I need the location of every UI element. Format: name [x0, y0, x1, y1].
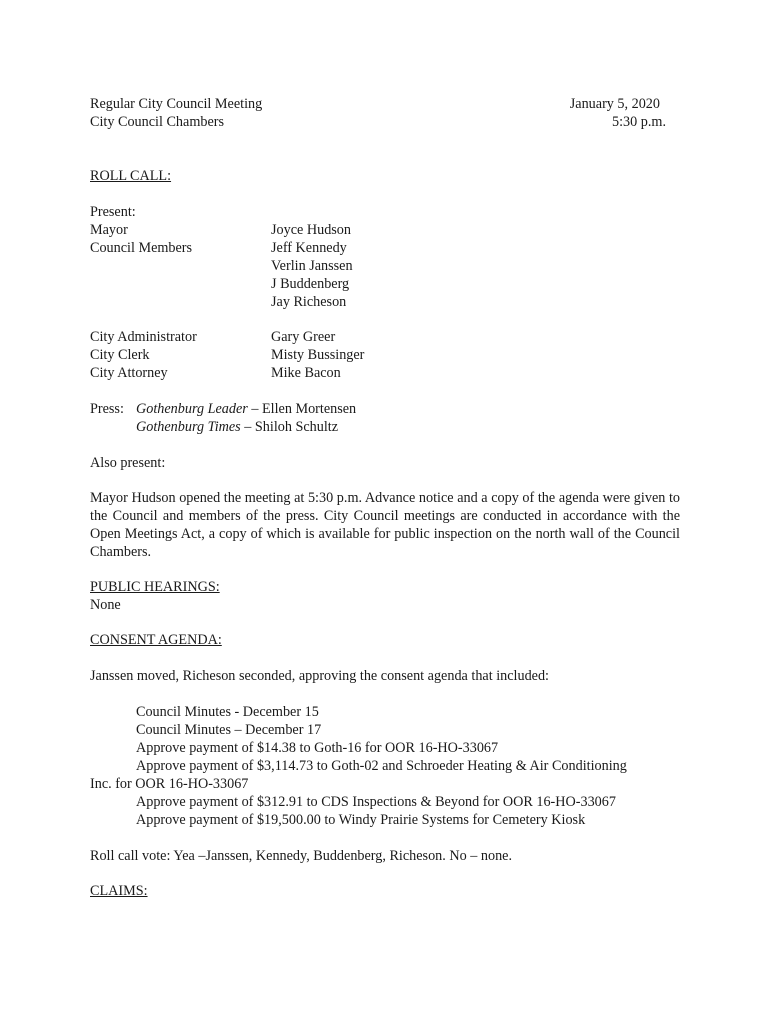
- mayor-name: Joyce Hudson: [271, 222, 351, 238]
- public-hearings-heading: PUBLIC HEARINGS:: [90, 579, 220, 595]
- roll-call-vote: Roll call vote: Yea –Janssen, Kennedy, Buddenberg, Richeson. No – none.: [90, 848, 513, 864]
- press-entry: [136, 418, 338, 436]
- staff-role: City Attorney: [90, 365, 168, 381]
- consent-item: Approve payment of $19,500.00 to Windy Prairie Systems for Cemetery Kiosk: [136, 812, 586, 828]
- press-reporter: Shiloh Schultz: [254, 419, 339, 435]
- meeting-location: City Council Chambers: [90, 114, 224, 130]
- present-label: Present:: [90, 204, 136, 220]
- press-reporter: Ellen Mortensen: [261, 401, 357, 417]
- press-separator: –: [247, 401, 262, 417]
- staff-name: Misty Bussinger: [271, 347, 365, 363]
- mayor-label: Mayor: [90, 222, 128, 238]
- consent-item-continuation: Inc. for OOR 16-HO-33067: [90, 776, 249, 792]
- claims-heading: CLAIMS:: [90, 883, 148, 899]
- press-separator: –: [240, 419, 255, 435]
- meeting-title: Regular City Council Meeting: [90, 96, 263, 112]
- public-hearings-text: None: [90, 597, 121, 613]
- consent-item: Approve payment of $3,114.73 to Goth-02 and Schroeder Heating & Air Conditioning: [136, 758, 627, 774]
- council-member: Verlin Janssen: [271, 258, 353, 274]
- consent-agenda-heading: CONSENT AGENDA:: [90, 632, 222, 648]
- press-entry: [136, 400, 356, 418]
- consent-item: Council Minutes – December 17: [136, 722, 322, 738]
- press-label: Press:: [90, 401, 124, 417]
- consent-motion: Janssen moved, Richeson seconded, approving the consent agenda that included:: [90, 668, 550, 684]
- opening-paragraph: Mayor Hudson opened the meeting at 5:30 p.m. Advance notice and a copy of the agenda were given to the Council and members of the press. City Council meetings are conducted in accordance with the Open Meetings Act, a copy of which is available for public inspection on the north wall of the Council Chambers.: [90, 490, 680, 560]
- press-outlet: Gothenburg Times: [136, 419, 241, 435]
- meeting-date: January 5, 2020: [569, 96, 660, 112]
- staff-role: City Administrator: [90, 329, 197, 345]
- press-outlet: Gothenburg Leader: [136, 401, 248, 417]
- council-members-label: Council Members: [90, 240, 193, 256]
- meeting-time: 5:30 p.m.: [612, 114, 666, 130]
- staff-name: Mike Bacon: [271, 365, 341, 381]
- council-member: J Buddenberg: [271, 276, 350, 292]
- consent-item: Approve payment of $14.38 to Goth-16 for OOR 16-HO-33067: [136, 740, 499, 756]
- council-member: Jay Richeson: [271, 294, 347, 310]
- staff-role: City Clerk: [90, 347, 150, 363]
- consent-item: Approve payment of $312.91 to CDS Inspections & Beyond for OOR 16-HO-33067: [136, 794, 616, 810]
- also-present-label: Also present:: [90, 455, 166, 471]
- council-member: Jeff Kennedy: [271, 240, 347, 256]
- staff-name: Gary Greer: [271, 329, 336, 345]
- roll-call-heading: ROLL CALL:: [90, 168, 172, 184]
- consent-item: Council Minutes - December 15: [136, 704, 319, 720]
